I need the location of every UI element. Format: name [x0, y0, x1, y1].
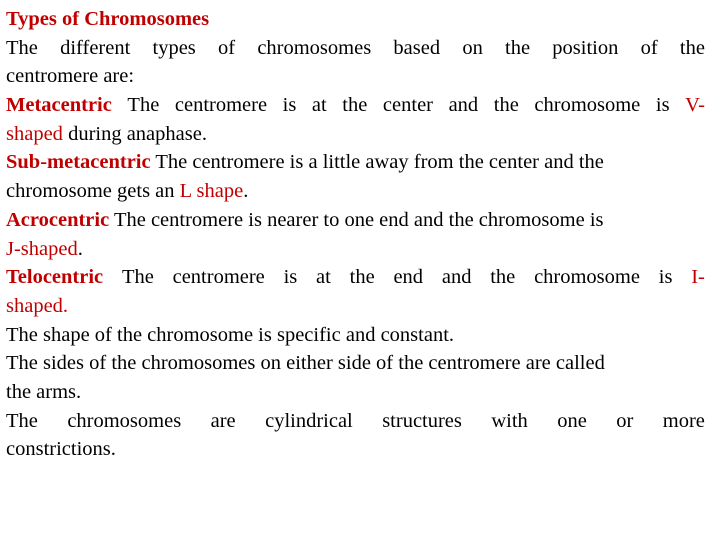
- word: The: [6, 409, 38, 432]
- word: is: [282, 94, 297, 117]
- telocentric-term: Telocentric: [6, 266, 104, 289]
- word: is: [658, 266, 673, 289]
- word: with: [491, 409, 528, 432]
- word: at: [316, 266, 331, 289]
- word: centromere: [172, 266, 265, 289]
- word: structures: [382, 409, 462, 432]
- word: The: [121, 266, 154, 289]
- submetacentric-description-cont: chromosome gets an: [6, 180, 180, 203]
- note-cylindrical-line-1: [6, 407, 705, 436]
- metacentric-line-1: [6, 91, 705, 120]
- word: different: [60, 36, 131, 59]
- word: based: [393, 36, 441, 59]
- word: chromosomes: [257, 36, 372, 59]
- acrocentric-line-2: [6, 235, 705, 264]
- note-arms-line-1: The sides of the chromosomes on either side of the centromere are called: [6, 352, 605, 375]
- word: centromere: [174, 94, 268, 117]
- telocentric-shape-continued: shaped.: [6, 294, 69, 317]
- word: the: [505, 36, 531, 59]
- word: at: [311, 94, 327, 117]
- word: is: [655, 94, 670, 117]
- metacentric-shape: V-: [685, 94, 705, 117]
- page-title: Types of Chromosomes: [6, 8, 210, 30]
- metacentric-description-end: during anaphase.: [62, 122, 207, 145]
- word: the: [349, 266, 375, 289]
- acrocentric-term: Acrocentric: [6, 208, 110, 231]
- intro-line-2: centromere are:: [6, 65, 135, 88]
- word: or: [616, 409, 634, 432]
- acrocentric-shape: J-shaped: [6, 237, 78, 260]
- word: more: [662, 409, 705, 432]
- word: end: [393, 266, 424, 289]
- word: chromosome: [534, 94, 641, 117]
- word: The: [6, 36, 38, 59]
- word: chromosome: [534, 266, 640, 289]
- word: types: [152, 36, 196, 59]
- word: chromosomes: [67, 409, 182, 432]
- submetacentric-period: .: [243, 180, 249, 203]
- word: is: [283, 266, 298, 289]
- telocentric-line-1: [6, 263, 705, 292]
- submetacentric-shape: L shape: [179, 180, 244, 203]
- word: The: [127, 94, 160, 117]
- word: the: [679, 36, 705, 59]
- word: one: [557, 409, 587, 432]
- word: on: [462, 36, 483, 59]
- metacentric-line-2: [6, 120, 705, 149]
- word: position: [552, 36, 619, 59]
- metacentric-shape-continued: shaped: [6, 122, 63, 145]
- submetacentric-line-1: [6, 148, 705, 177]
- word: cylindrical: [265, 409, 353, 432]
- word: the: [490, 266, 516, 289]
- acrocentric-period: .: [77, 237, 83, 260]
- metacentric-term: Metacentric: [6, 94, 112, 117]
- word: and: [441, 266, 472, 289]
- intro-line-1: [6, 34, 705, 63]
- word: the: [342, 94, 368, 117]
- note-cylindrical-line-2: constrictions.: [6, 438, 116, 461]
- word: center: [382, 94, 433, 117]
- note-arms-line-2: the arms.: [6, 380, 82, 403]
- word: and: [448, 94, 479, 117]
- submetacentric-description: The centromere is a little away from the center and the: [150, 151, 604, 174]
- word: the: [493, 94, 519, 117]
- telocentric-shape: I-: [691, 266, 705, 289]
- word: are: [210, 409, 236, 432]
- acrocentric-description: The centromere is nearer to one end and the chromosome is: [109, 208, 604, 231]
- word: of: [640, 36, 658, 59]
- submetacentric-term: Sub-metacentric: [6, 151, 151, 174]
- acrocentric-line-1: [6, 206, 705, 235]
- note-shape-constant: The shape of the chromosome is specific and constant.: [6, 323, 455, 346]
- word: of: [218, 36, 236, 59]
- slide-content: [6, 5, 705, 464]
- submetacentric-line-2: [6, 177, 705, 206]
